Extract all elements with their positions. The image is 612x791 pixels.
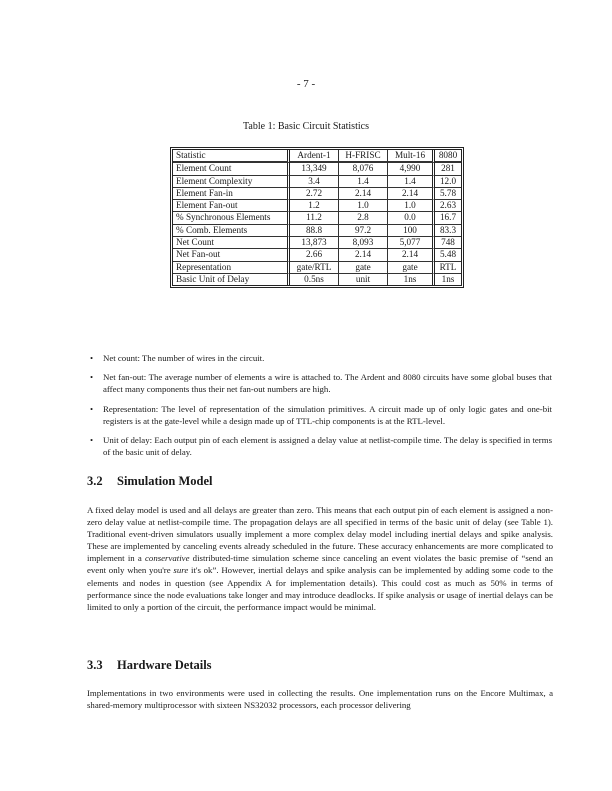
table-cell: Net Count bbox=[173, 237, 290, 249]
table-cell: 1.0 bbox=[388, 200, 435, 212]
table-row bbox=[173, 237, 461, 249]
bullet-icon: • bbox=[90, 403, 94, 414]
table-cell: 1.2 bbox=[290, 200, 339, 212]
table-header-row bbox=[173, 150, 461, 163]
table-cell: % Synchronous Elements bbox=[173, 212, 290, 224]
table-cell: Net Fan-out bbox=[173, 249, 290, 261]
table-cell: gate bbox=[388, 262, 435, 274]
emphasis-text: conservative bbox=[145, 553, 190, 564]
table-cell: 3.4 bbox=[290, 176, 339, 188]
table-cell: 5.78 bbox=[435, 188, 461, 200]
table-row bbox=[173, 212, 461, 224]
table-cell: 4,990 bbox=[388, 163, 435, 175]
table-cell: 13,349 bbox=[290, 163, 339, 175]
table-cell: 83.3 bbox=[435, 225, 461, 237]
table-cell: 281 bbox=[435, 163, 461, 175]
table-cell: 2.14 bbox=[339, 249, 388, 261]
table-row bbox=[173, 163, 461, 175]
list-item bbox=[90, 434, 552, 458]
simulation-model-paragraph bbox=[87, 504, 553, 613]
list-item-text: Net fan-out: The average number of elements a wire is attached to. The Ardent and 8080 circuits have some global buses that affect many components thus their net fan-out numbers are high. bbox=[103, 372, 552, 395]
table-cell: 2.14 bbox=[388, 188, 435, 200]
header-cell: H-FRISC bbox=[339, 150, 388, 163]
table-cell: gate bbox=[339, 262, 388, 274]
table-cell: 5,077 bbox=[388, 237, 435, 249]
header-cell: Statistic bbox=[173, 150, 290, 163]
table-row bbox=[173, 200, 461, 212]
list-item-text: Unit of delay: Each output pin of each element is assigned a delay value at netlist-compile time. The delay is specified in terms of the basic unit of delay. bbox=[103, 435, 552, 458]
list-item-text: Representation: The level of representation of the simulation primitives. A circuit made up of only logic gates and one-bit registers is at the gate-level while a design made up of TTL-chip components is at the RTL-level. bbox=[103, 403, 552, 426]
section-heading-hardware-details bbox=[87, 658, 212, 673]
table-cell: % Comb. Elements bbox=[173, 225, 290, 237]
paragraph-text: A fixed delay model is used and all delays are greater than zero. This means that each output pin of each element is assigned a non-zero delay value at netlist-compile time. The propagation delays are all specified in terms of the basic unit of delay (see Table 1). Traditional event-driven simulators usually implement a more complex delay model including inertial delays and spike analysis. These are implemented by canceling events already scheduled in the future. These accuracy enhancements are more complicated to implement in a bbox=[87, 505, 553, 564]
table-cell: 1ns bbox=[388, 274, 435, 285]
section-title: Hardware Details bbox=[117, 658, 212, 672]
table-cell: 748 bbox=[435, 237, 461, 249]
paragraph-text: it's ok”. However, inertial delays and spike analysis can be implemented by adding some code to the elements and nodes in question (see Appendix A for implementation details). This could cost as much as 50% in terms of performance since the node evaluations take longer and may introduce deadlocks. If spike analysis or usage of inertial delays can be limited to only a portion of the circuit, the performance impact would be minimal. bbox=[87, 565, 553, 612]
table-cell: 2.72 bbox=[290, 188, 339, 200]
bullet-icon: • bbox=[90, 372, 94, 383]
table-row bbox=[173, 225, 461, 237]
table-row bbox=[173, 262, 461, 274]
table-cell: Element Fan-out bbox=[173, 200, 290, 212]
table-cell: 1.4 bbox=[388, 176, 435, 188]
table-row bbox=[173, 274, 461, 285]
header-cell: Mult-16 bbox=[388, 150, 435, 163]
list-item bbox=[90, 352, 552, 364]
section-number: 3.2 bbox=[87, 474, 103, 488]
table-cell: gate/RTL bbox=[290, 262, 339, 274]
section-title: Simulation Model bbox=[117, 474, 213, 488]
table-cell: 2.66 bbox=[290, 249, 339, 261]
table-cell: 8,076 bbox=[339, 163, 388, 175]
table-cell: RTL bbox=[435, 262, 461, 274]
table-cell: 8,093 bbox=[339, 237, 388, 249]
table-row bbox=[173, 176, 461, 188]
list-item-text: Net count: The number of wires in the circuit. bbox=[103, 353, 265, 363]
table-cell: Representation bbox=[173, 262, 290, 274]
table-cell: 97.2 bbox=[339, 225, 388, 237]
table-cell: unit bbox=[339, 274, 388, 285]
header-cell: 8080 bbox=[435, 150, 461, 163]
table-cell: 11.2 bbox=[290, 212, 339, 224]
table-cell: 88.8 bbox=[290, 225, 339, 237]
table-cell: 13,873 bbox=[290, 237, 339, 249]
table-row bbox=[173, 188, 461, 200]
table-caption: Table 1: Basic Circuit Statistics bbox=[243, 121, 369, 132]
table-cell: 5.48 bbox=[435, 249, 461, 261]
table-cell: Element Fan-in bbox=[173, 188, 290, 200]
table-cell: 2.63 bbox=[435, 200, 461, 212]
table-row bbox=[173, 249, 461, 261]
hardware-details-paragraph: Implementations in two environments were used in collecting the results. One implementation runs on the Encore Multimax, a shared-memory multiprocessor with sixteen NS32032 processors, each processor delivering bbox=[87, 688, 553, 711]
list-item bbox=[90, 403, 552, 427]
emphasis-text: sure bbox=[173, 565, 189, 576]
definition-list bbox=[90, 352, 552, 465]
table-cell: 100 bbox=[388, 225, 435, 237]
circuit-statistics-table bbox=[170, 147, 464, 288]
table-cell: 2.8 bbox=[339, 212, 388, 224]
list-item bbox=[90, 371, 552, 395]
table-cell: Basic Unit of Delay bbox=[173, 274, 290, 285]
table-cell: 12.0 bbox=[435, 176, 461, 188]
table-cell: 1ns bbox=[441, 273, 455, 284]
table-cell: 0.5ns bbox=[290, 274, 339, 285]
table-cell: 1.4 bbox=[339, 176, 388, 188]
paragraph-text: distributed-time simulation scheme since canceling an event violates the basic premise of “send an event only when you're bbox=[87, 553, 553, 576]
bullet-icon: • bbox=[90, 353, 94, 363]
table-cell: Element Count bbox=[173, 163, 290, 175]
header-cell: Ardent-1 bbox=[290, 150, 339, 163]
table-cell: Element Complexity bbox=[173, 176, 290, 188]
table-cell: 2.14 bbox=[388, 249, 435, 261]
table-cell: 2.14 bbox=[339, 188, 388, 200]
section-number: 3.3 bbox=[87, 658, 103, 672]
section-heading-simulation-model bbox=[87, 474, 213, 489]
bullet-icon: • bbox=[90, 435, 94, 446]
page-number: - 7 - bbox=[296, 78, 316, 90]
table-cell: 1.0 bbox=[339, 200, 388, 212]
table-cell: 0.0 bbox=[388, 212, 435, 224]
table-cell: 16.7 bbox=[435, 212, 461, 224]
